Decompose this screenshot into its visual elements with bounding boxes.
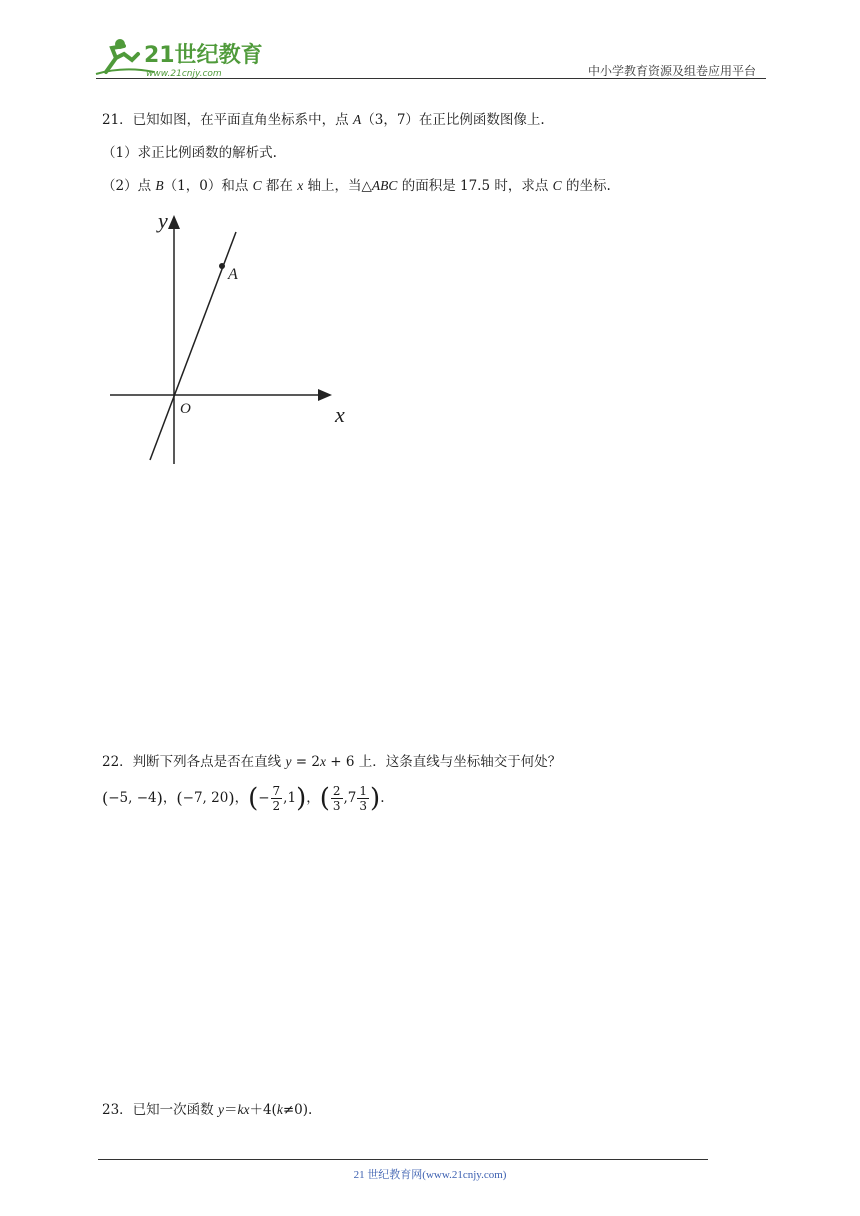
q22-point-2: −7, 20	[182, 790, 229, 806]
site-logo	[94, 34, 264, 80]
logo-text: 21世纪教育	[144, 43, 263, 68]
q21-coordinate-graph	[104, 204, 354, 470]
header-platform-text: 中小学教育资源及组卷应用平台	[587, 64, 756, 78]
y-axis-label: y	[158, 208, 168, 233]
q22-point-3: − $\frac{7}{2}$ ,1	[258, 784, 297, 813]
header-divider	[96, 78, 766, 79]
origin-label: O	[180, 401, 191, 417]
q21-part1: （1）求正比例函数的解析式.	[102, 145, 277, 161]
footer-divider	[98, 1159, 708, 1160]
footer-link[interactable]: 21 世纪教育网(www.21cnjy.com)	[353, 1169, 507, 1181]
q23-statement: 23．已知一次函数 y＝kx＋4(k≠0).	[102, 1102, 313, 1118]
q22-point-1: −5, −4	[108, 790, 157, 806]
q21-part2: （2）点 B（1，0）和点 C 都在 x 轴上，当△ABC 的面积是 17.5 时，求点 C 的坐标.	[102, 178, 611, 194]
point-a-label: A	[228, 266, 238, 283]
x-axis-arrow	[318, 389, 332, 401]
q21-statement: 21．已知如图，在平面直角坐标系中，点 A（3，7）在正比例函数图像上.	[102, 112, 545, 128]
point-a-marker	[219, 263, 225, 269]
logo-url: www.21cnjy.com	[146, 69, 222, 79]
q22-point-4: $\frac{2}{3}$ ,7 $\frac{1}{3}$	[332, 784, 368, 813]
q22-statement: 22．判断下列各点是否在直线 y = 2x + 6 上．这条直线与坐标轴交于何处？	[102, 754, 562, 770]
q22-points: (−5, −4)，(−7, 20)，(− $\frac{7}{2}$ ,1)，( $\frac{2}{3}$ ,7 $\frac{1}{3}$ ).	[102, 783, 385, 814]
x-axis-label: x	[335, 402, 345, 427]
y-axis-arrow	[168, 215, 180, 229]
